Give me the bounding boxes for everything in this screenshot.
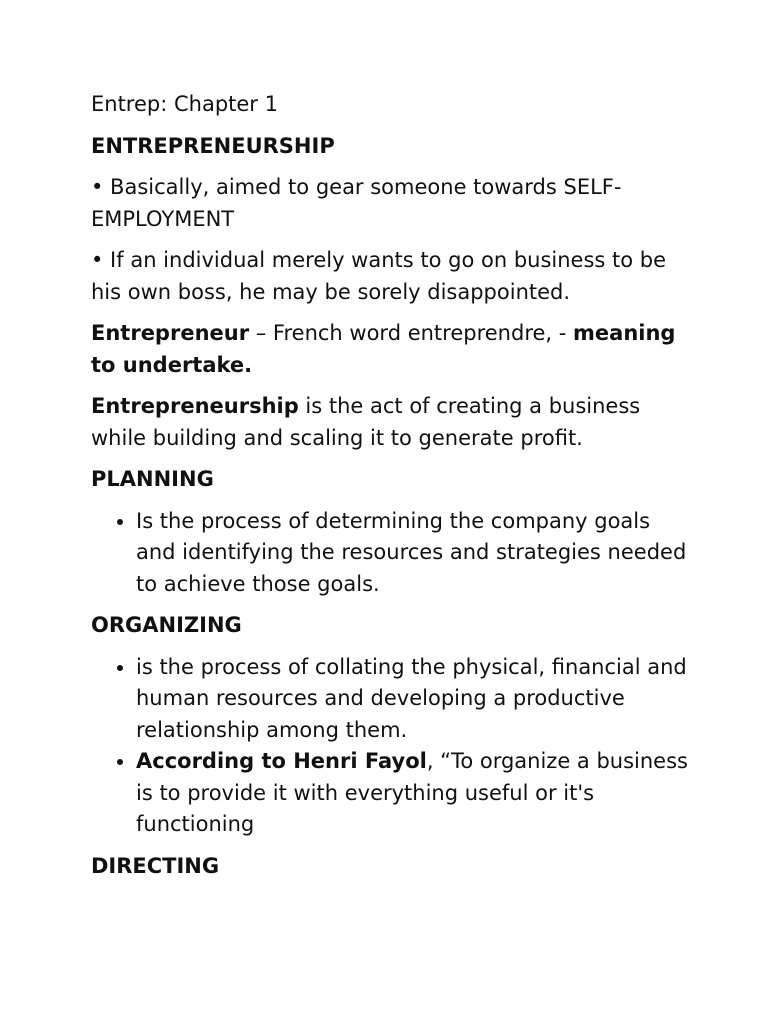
entrepreneurship-description: is the act of creating a business while building and scaling it to generate profit. — [91, 394, 641, 450]
list-item: • Is the process of determining the company goals and identifying the resources and strategies needed to achieve those goals. — [136, 506, 691, 601]
list-item — [136, 746, 691, 841]
document-page — [91, 89, 691, 892]
heading-entrepreneurship: ENTREPRENEURSHIP — [91, 133, 335, 158]
heading-organizing: ORGANIZING — [91, 613, 242, 637]
organizing-list — [91, 652, 691, 841]
paragraph-entrepreneurship-definition — [91, 391, 691, 454]
term-entrepreneur: Entrepreneur — [91, 321, 250, 345]
paragraph-own-boss: • If an individual merely wants to go on business to be his own boss, he may be sorely disappointed. — [91, 248, 667, 304]
document-title: Entrep: Chapter 1 — [91, 92, 278, 116]
fayol-attribution: According to Henri Fayol — [136, 749, 427, 773]
paragraph-self-employment: • Basically, aimed to gear someone towards SELF-EMPLOYMENT — [91, 175, 622, 231]
heading-directing: DIRECTING — [91, 853, 220, 878]
heading-planning: PLANNING — [91, 467, 214, 491]
paragraph-entrepreneur-definition — [91, 318, 691, 381]
entrepreneur-meaning: meaning to undertake. — [91, 321, 676, 377]
list-item: • is the process of collating the physical, financial and human resources and developing a productive relationship among them. — [136, 652, 691, 747]
term-entrepreneurship: Entrepreneurship — [91, 394, 299, 418]
planning-list — [91, 506, 691, 601]
fayol-quote: , “To organize a business is to provide it with everything useful or it's functioning — [136, 749, 688, 836]
entrepreneur-origin: – French word entreprendre, - — [249, 321, 574, 345]
